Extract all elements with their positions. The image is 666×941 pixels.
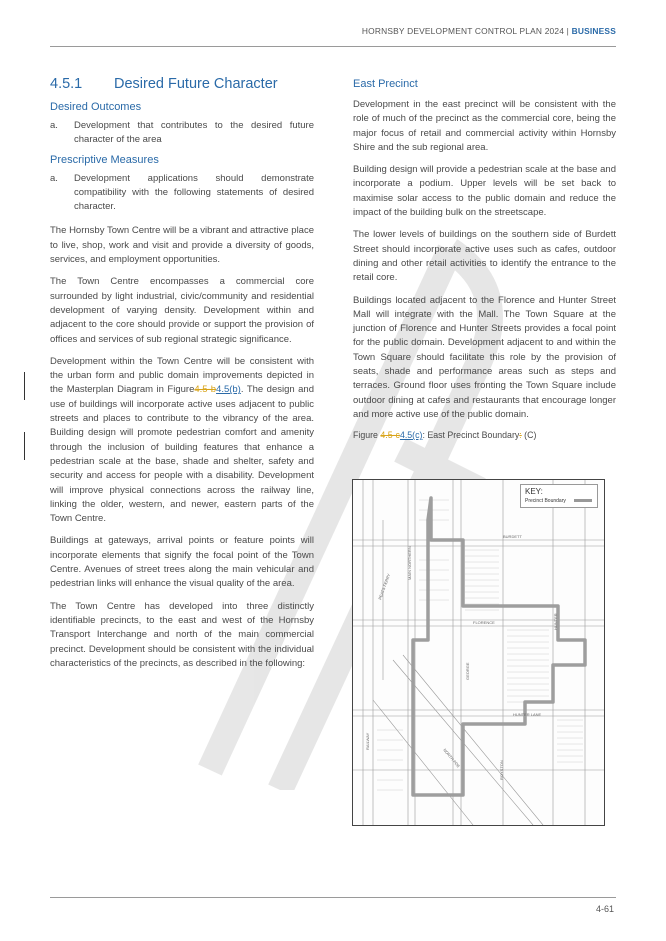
paragraph-text: Development within the Town Centre will be consistent with the urban form and public domain improvements depicted in the Masterplan Diagram in Figure xyxy=(50,355,314,396)
measure-item xyxy=(50,172,314,215)
item-text: Development applications should demonstrate compatibility with the following statements of desired character. xyxy=(74,172,314,213)
east-precinct-heading: East Precinct xyxy=(353,78,418,90)
header-text xyxy=(362,26,616,36)
body-paragraph: The Town Centre has developed into three distinctly identifiable precincts, to the east and west of the Hornsby Transport Interchange and north of the main commercial precinct. Development should be consistent with the individual characteristics of the precincts, as described in the following: xyxy=(50,600,314,669)
figure-caption xyxy=(353,430,616,440)
deleted-reference: 4.5-b xyxy=(194,384,217,396)
map-key xyxy=(520,484,598,508)
change-bar xyxy=(24,432,25,460)
street-label: HUNTER LANE xyxy=(513,712,542,717)
deleted-figure-number: 4.5-c xyxy=(380,430,400,441)
section-number: 4.5.1 xyxy=(50,76,83,92)
deleted-punctuation: : xyxy=(519,430,522,441)
street-label: RAILWAY xyxy=(365,732,370,750)
figure-prefix: Figure xyxy=(353,430,381,441)
header-chapter: BUSINESS xyxy=(571,26,616,36)
paragraph-text: . The design and use of buildings will incorporate active uses adjacent to public streets and places to contribute to the vibrancy of the area. Building design will promote pedestrian comfort and amenity through the inclusion of building features that enhance a pedestrian scale at the base, shade and shelter, safety and security and access for people with a disability. Development will improve physical connections across the railway line, linking the older, western, and newer, eastern parts of the Town Centre. xyxy=(50,384,314,525)
key-label: Precinct Boundary xyxy=(525,498,566,504)
item-label: a. xyxy=(50,172,58,184)
body-paragraph: The Hornsby Town Centre will be a vibrant and attractive place to live, shop, work and visit and provide a diversity of goods, services, and employment opportunities. xyxy=(50,225,314,266)
street-label: NORTH PDE xyxy=(442,747,462,769)
street-label: GEORGE xyxy=(465,662,470,680)
page-header xyxy=(50,0,616,47)
prescriptive-measures-heading: Prescriptive Measures xyxy=(50,153,159,166)
key-title: KEY: xyxy=(525,487,543,496)
inserted-figure-number: 4.5(c) xyxy=(399,430,423,441)
left-column xyxy=(50,76,314,679)
body-paragraph: Building design will provide a pedestrian scale at the base and incorporate a podium. Upper levels will be set back to maximise solar access to the public domain and reduce the impact of the building bulk on the streetscape. xyxy=(353,164,616,219)
header-doc-title: HORNSBY DEVELOPMENT CONTROL PLAN 2024 xyxy=(361,26,565,36)
right-column xyxy=(353,78,616,446)
body-paragraph: The Town Centre encompasses a commercial core surrounded by light industrial, civic/community and residential development of varying density. Development within and adjacent to the core should provide or support the provision of offices and services of sub regional strategic significance. xyxy=(50,276,314,345)
street-label: HUNTER xyxy=(553,613,558,630)
map-drawing xyxy=(353,480,604,825)
street-label: MAIN NORTHERN xyxy=(407,546,412,580)
change-bar xyxy=(24,372,25,400)
body-paragraph xyxy=(50,355,314,527)
section-title: Desired Future Character xyxy=(114,76,278,92)
boundary-swatch xyxy=(574,499,592,502)
page-number: 4-61 xyxy=(595,904,614,914)
item-text: Development that contributes to the desired future character of the area xyxy=(74,120,314,146)
inserted-reference: 4.5(b) xyxy=(216,384,241,396)
desired-outcomes-heading: Desired Outcomes xyxy=(50,101,142,113)
section-heading xyxy=(50,76,314,92)
body-paragraph: The lower levels of buildings on the southern side of Burdett Street should incorporate active uses such as cafes, outdoor dining and other retail activities to identify the entrance to the retail core. xyxy=(353,229,616,284)
precinct-map xyxy=(352,479,605,826)
figure-title: : East Precinct Boundary xyxy=(422,430,520,441)
outcome-item xyxy=(50,119,314,148)
footer-rule xyxy=(50,897,616,898)
precinct-boundary xyxy=(413,498,585,795)
body-paragraph: Buildings at gateways, arrival points or feature points will incorporate elements that signify the focal point of the Town Centre. Avenues of street trees along the main vehicular and pedestrian links will enhance the visual quality of the area. xyxy=(50,535,314,590)
street-label: PEATS FERRY xyxy=(377,572,392,601)
body-paragraph: Buildings located adjacent to the Florence and Hunter Street Mall will integrate with the Mall. The Town Square at the junction of Florence and Hunter Streets provides a focal point for the public domain. Development adjacent to and within the Town Square should facilitate this role by the provision of seats, shade and performance areas such as steps and terraces. Ground floor uses fronting the Town Square include outdoor dining at cafes and restaurants that encourage longer and more active use of the public domain. xyxy=(353,294,616,420)
body-paragraph: Development in the east precinct will be consistent with the role of much of the precinct as the commercial core, being the major focus of retail and commercial activity within Hornsby Shire and the sub regional area. xyxy=(353,99,616,153)
street-label: BURDETT xyxy=(503,534,522,539)
street-label: ROYSTON xyxy=(499,760,504,780)
header-separator: | xyxy=(564,26,572,36)
street-label: FLORENCE xyxy=(473,620,495,625)
item-label: a. xyxy=(50,120,58,131)
figure-suffix: (C) xyxy=(521,430,537,441)
